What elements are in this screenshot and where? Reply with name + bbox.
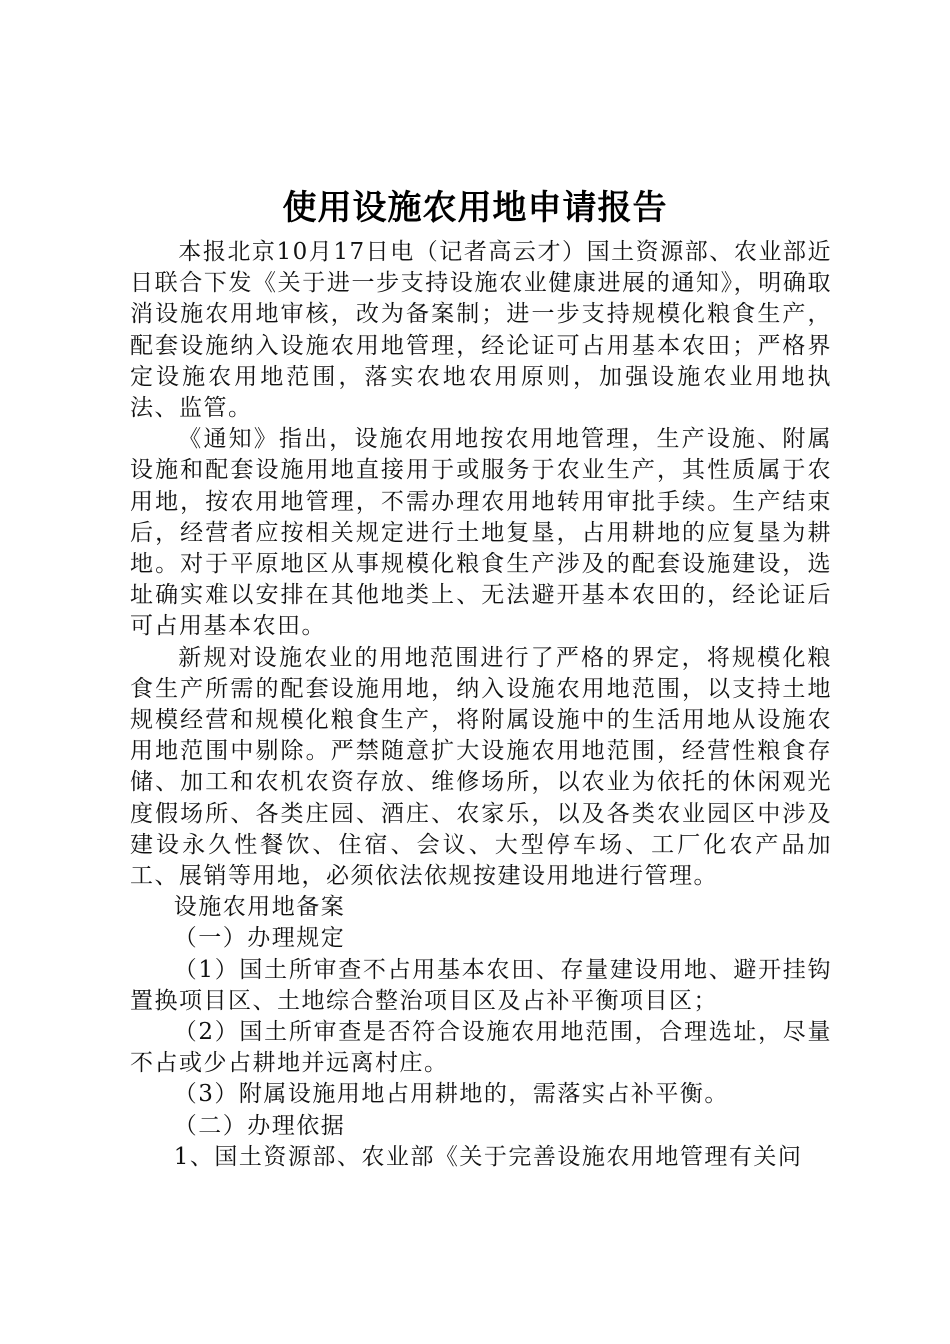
subsection-heading-regulations: （一）办理规定 xyxy=(173,925,346,952)
paragraph-news-lead: 本报北京10月17日电（记者高云才）国土资源部、农业部近日联合下发《关于进一步支持设施农业健康进展的通知》，明确取消设施农用地审核，改为备案制；进一步支持规模化粮食生产，配套设施纳入设施农用地管理，经论证可占用基本农田；严格界定设施农用地范围，落实农地农用原则，加强设施农业用地执法、监管。 xyxy=(130,239,832,422)
paragraph-notice-summary: 《通知》指出，设施农用地按农用地管理，生产设施、附属设施和配套设施用地直接用于或服务于农业生产，其性质属于农用地，按农用地管理，不需办理农用地转用审批手续。生产结束后，经营者应按相关规定进行土地复垦，占用耕地的应复垦为耕地。对于平原地区从事规模化粮食生产涉及的配套设施建设，选址确实难以安排在其他地类上、无法避开基本农田的，经论证后可占用基本农田。 xyxy=(130,426,832,640)
list-item-rule-2: （2）国土所审查是否符合设施农用地范围，合理选址，尽量不占或少占耕地并远离村庄。 xyxy=(130,1019,832,1077)
document-title: 使用设施农用地申请报告 xyxy=(282,188,668,228)
subsection-heading-basis: （二）办理依据 xyxy=(173,1112,346,1139)
paragraph-new-rules: 新规对设施农业的用地范围进行了严格的界定，将规模化粮食生产所需的配套设施用地，纳入设施农用地范围，以支持土地规模经营和规模化粮食生产，将附属设施中的生活用地从设施农用地范围中剔除。严禁随意扩大设施农用地范围，经营性粮食存储、加工和农机农资存放、维修场所，以农业为依托的休闲观光度假场所、各类庄园、酒庄、农家乐，以及各类农业园区中涉及建设永久性餐饮、住宿、会议、大型停车场、工厂化农产品加工、展销等用地，必须依法依规按建设用地进行管理。 xyxy=(130,644,832,890)
list-item-rule-1: （1）国土所审查不占用基本农田、存量建设用地、避开挂钩置换项目区、土地综合整治项目区及占补平衡项目区； xyxy=(130,956,832,1014)
document-body xyxy=(130,237,832,1173)
section-heading-filing: 设施农用地备案 xyxy=(173,894,346,921)
list-item-basis-1: 1、国土资源部、农业部《关于完善设施农用地管理有关问 xyxy=(173,1143,803,1170)
list-item-rule-3: （3）附属设施用地占用耕地的，需落实占补平衡。 xyxy=(173,1081,729,1108)
